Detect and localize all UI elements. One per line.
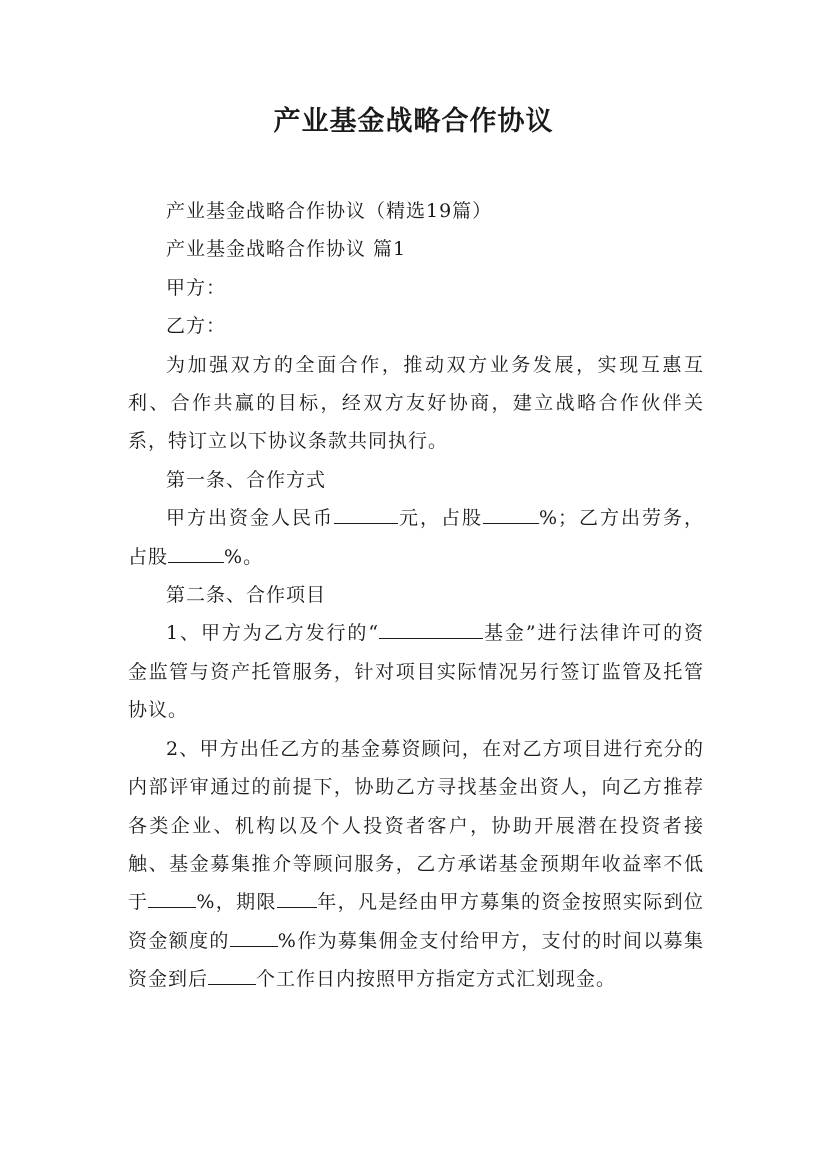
article-2-heading: 第二条、合作项目 <box>166 584 327 607</box>
text-segment: %作为募集佣金支付给甲方，支付的时间以募集资金到后 <box>128 929 704 991</box>
blank-line <box>230 927 278 947</box>
paragraph-preamble: 为加强双方的全面合作，推动双方业务发展，实现互惠互利、合作共赢的目标，经双方友好协商，建立战略合作伙伴关系，特订立以下协议条款共同执行。 <box>128 353 704 453</box>
article-1-body <box>128 499 704 576</box>
blank-line <box>277 888 317 908</box>
article-1-heading: 第一条、合作方式 <box>166 468 327 491</box>
text-segment: %，期限 <box>196 891 277 914</box>
paragraph-party-a: 甲方： <box>166 276 227 299</box>
text-segment: 基金”进行法律许可的资金监管与资产托管服务，针对项目实际情况另行签订监管及托管协议。 <box>128 622 704 722</box>
paragraph-subtitle: 产业基金战略合作协议（精选19篇） <box>166 200 493 222</box>
document-title: 产业基金战略合作协议 <box>273 106 554 137</box>
text-segment: %。 <box>224 545 264 568</box>
text-segment: 年，凡是经由甲方募集的资金按照实际到位资金额度的 <box>128 891 704 952</box>
paragraph-heading-part1: 产业基金战略合作协议 篇1 <box>166 238 407 261</box>
document-body <box>128 192 704 999</box>
blank-line <box>379 619 483 639</box>
blank-line <box>208 965 256 985</box>
text-segment: 个工作日内按照甲方指定方式汇划现金。 <box>256 968 617 991</box>
text-segment: 2、甲方出任乙方的基金募资顾问，在对乙方项目进行充分的内部评审通过的前提下，协助乙方寻找基金出资人，向乙方推荐各类企业、机构以及个人投资者客户，协助开展潜在投资者接触、基金募集推介等顾问服务，乙方承诺基金预期年收益率不低于 <box>128 737 704 914</box>
blank-line <box>483 504 539 524</box>
text-segment: 甲方出资金人民币 <box>166 507 334 530</box>
blank-line <box>168 543 224 563</box>
blank-line <box>148 888 196 908</box>
text-segment: %；乙方出劳务，占股 <box>128 507 704 568</box>
blank-line <box>334 504 398 524</box>
paragraph-party-b: 乙方： <box>166 315 227 338</box>
text-segment: 1、甲方为乙方发行的“ <box>166 622 380 645</box>
text-segment: 元，占股 <box>397 507 483 530</box>
article-2-item-2 <box>128 730 704 999</box>
article-2-item-1 <box>128 614 704 729</box>
